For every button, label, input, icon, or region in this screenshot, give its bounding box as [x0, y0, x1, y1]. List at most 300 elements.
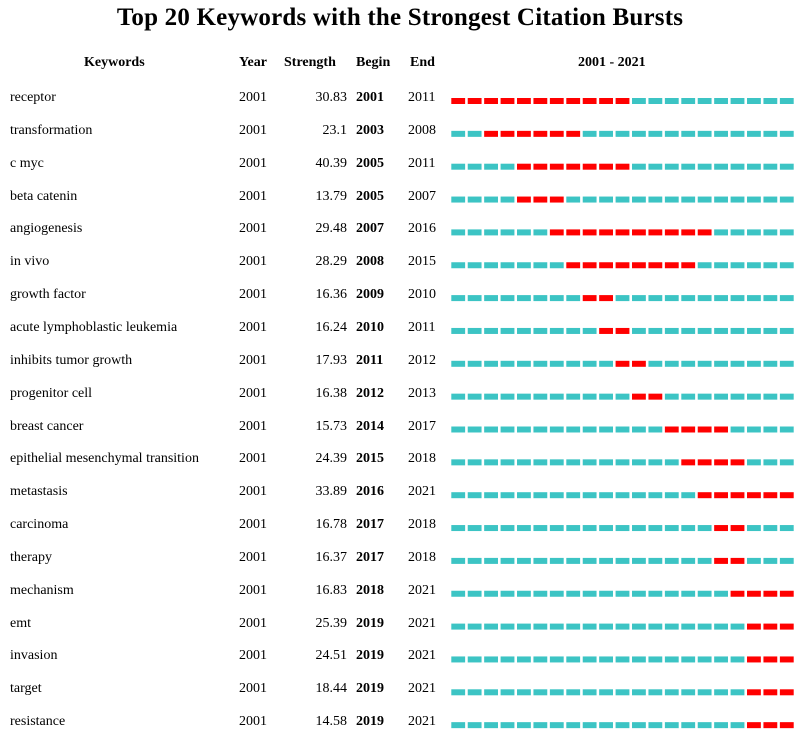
baseline-segment: [566, 295, 580, 301]
burst-segment: [714, 558, 728, 564]
baseline-segment: [632, 131, 646, 137]
burst-segment: [698, 492, 712, 498]
year-value: 2001: [239, 714, 267, 730]
burst-segment: [533, 197, 547, 203]
baseline-segment: [780, 427, 794, 433]
baseline-segment: [714, 361, 728, 367]
keyword-label: growth factor: [10, 287, 86, 303]
year-value: 2001: [239, 319, 267, 335]
baseline-segment: [533, 295, 547, 301]
baseline-segment: [550, 394, 564, 400]
baseline-segment: [648, 656, 662, 662]
baseline-segment: [501, 361, 515, 367]
baseline-segment: [698, 164, 712, 170]
end-year: 2021: [408, 484, 436, 500]
baseline-segment: [583, 722, 597, 728]
burst-segment: [599, 164, 613, 170]
baseline-segment: [780, 394, 794, 400]
strength-value: 30.83: [315, 90, 347, 105]
baseline-segment: [698, 656, 712, 662]
baseline-segment: [648, 361, 662, 367]
baseline-segment: [747, 131, 761, 137]
baseline-segment: [780, 197, 794, 203]
baseline-segment: [714, 689, 728, 695]
baseline-segment: [714, 328, 728, 334]
baseline-segment: [731, 262, 745, 268]
year-value: 2001: [239, 352, 267, 368]
baseline-segment: [517, 624, 531, 630]
baseline-segment: [451, 722, 465, 728]
baseline-segment: [780, 131, 794, 137]
baseline-segment: [468, 131, 482, 137]
baseline-segment: [665, 459, 679, 465]
baseline-segment: [566, 361, 580, 367]
baseline-segment: [632, 558, 646, 564]
strength-value: 23.1: [322, 122, 347, 138]
baseline-segment: [484, 427, 498, 433]
baseline-segment: [484, 492, 498, 498]
baseline-segment: [599, 558, 613, 564]
baseline-segment: [566, 624, 580, 630]
baseline-segment: [665, 394, 679, 400]
baseline-segment: [550, 656, 564, 662]
baseline-segment: [616, 656, 630, 662]
strength-value: 24.51: [315, 648, 347, 664]
burst-segment: [763, 492, 777, 498]
end-year: 2017: [408, 418, 436, 434]
baseline-segment: [731, 131, 745, 137]
baseline-segment: [484, 394, 498, 400]
baseline-segment: [648, 98, 662, 104]
year-value: 2001: [239, 484, 267, 500]
baseline-segment: [681, 394, 695, 400]
burst-segment: [566, 164, 580, 170]
baseline-segment: [780, 459, 794, 465]
baseline-segment: [763, 98, 777, 104]
baseline-segment: [714, 164, 728, 170]
end-year: 2021: [408, 582, 436, 598]
baseline-segment: [681, 131, 695, 137]
baseline-segment: [616, 459, 630, 465]
baseline-segment: [648, 525, 662, 531]
baseline-segment: [731, 164, 745, 170]
baseline-segment: [681, 492, 695, 498]
begin-year: 2012: [356, 385, 384, 401]
baseline-segment: [632, 328, 646, 334]
burst-segment: [533, 98, 547, 104]
end-year: 2021: [408, 681, 436, 697]
baseline-segment: [763, 558, 777, 564]
baseline-segment: [747, 295, 761, 301]
baseline-segment: [484, 361, 498, 367]
baseline-segment: [468, 624, 482, 630]
baseline-segment: [501, 164, 515, 170]
baseline-segment: [731, 689, 745, 695]
burst-segment: [731, 558, 745, 564]
burst-segment: [484, 98, 498, 104]
baseline-segment: [468, 394, 482, 400]
baseline-segment: [484, 558, 498, 564]
year-value: 2001: [239, 582, 267, 598]
burst-segment: [632, 361, 646, 367]
baseline-segment: [468, 295, 482, 301]
baseline-segment: [501, 525, 515, 531]
baseline-segment: [533, 262, 547, 268]
baseline-segment: [763, 164, 777, 170]
baseline-segment: [533, 689, 547, 695]
baseline-segment: [747, 427, 761, 433]
burst-segment: [550, 197, 564, 203]
end-year: 2011: [408, 90, 436, 105]
baseline-segment: [451, 525, 465, 531]
baseline-segment: [468, 361, 482, 367]
year-value: 2001: [239, 681, 267, 697]
burst-segment: [698, 427, 712, 433]
end-year: 2021: [408, 714, 436, 730]
burst-segment: [583, 295, 597, 301]
baseline-segment: [599, 197, 613, 203]
baseline-segment: [484, 197, 498, 203]
baseline-segment: [566, 459, 580, 465]
baseline-segment: [665, 722, 679, 728]
burst-segment: [681, 459, 695, 465]
baseline-segment: [550, 459, 564, 465]
begin-year: 2011: [356, 352, 384, 368]
baseline-segment: [566, 689, 580, 695]
baseline-segment: [517, 492, 531, 498]
baseline-segment: [484, 591, 498, 597]
baseline-segment: [550, 525, 564, 531]
baseline-segment: [616, 722, 630, 728]
begin-year: 2005: [356, 155, 384, 171]
baseline-segment: [501, 197, 515, 203]
baseline-segment: [780, 558, 794, 564]
baseline-segment: [763, 459, 777, 465]
baseline-segment: [484, 164, 498, 170]
baseline-segment: [533, 492, 547, 498]
baseline-segment: [566, 591, 580, 597]
baseline-segment: [665, 295, 679, 301]
year-value: 2001: [239, 648, 267, 664]
burst-segment: [780, 656, 794, 662]
baseline-segment: [747, 394, 761, 400]
baseline-segment: [599, 525, 613, 531]
burst-segment: [780, 591, 794, 597]
baseline-segment: [780, 229, 794, 235]
baseline-segment: [517, 394, 531, 400]
baseline-segment: [681, 722, 695, 728]
baseline-segment: [665, 164, 679, 170]
keyword-label: c myc: [10, 155, 44, 171]
burst-segment: [763, 689, 777, 695]
baseline-segment: [681, 689, 695, 695]
strength-value: 16.38: [315, 385, 347, 401]
end-year: 2008: [408, 122, 436, 138]
baseline-segment: [698, 624, 712, 630]
baseline-segment: [501, 229, 515, 235]
burst-segment: [714, 427, 728, 433]
burst-segment: [566, 98, 580, 104]
baseline-segment: [550, 262, 564, 268]
year-value: 2001: [239, 155, 267, 171]
baseline-segment: [484, 459, 498, 465]
burst-segment: [599, 328, 613, 334]
begin-year: 2015: [356, 451, 384, 467]
burst-segment: [731, 459, 745, 465]
baseline-segment: [468, 656, 482, 662]
baseline-segment: [632, 656, 646, 662]
baseline-segment: [451, 262, 465, 268]
year-value: 2001: [239, 418, 267, 434]
baseline-segment: [648, 492, 662, 498]
baseline-segment: [632, 427, 646, 433]
baseline-segment: [763, 361, 777, 367]
year-value: 2001: [239, 90, 267, 105]
strength-value: 18.44: [315, 681, 347, 697]
burst-segment: [517, 164, 531, 170]
baseline-segment: [714, 229, 728, 235]
baseline-segment: [583, 131, 597, 137]
baseline-segment: [583, 656, 597, 662]
baseline-segment: [501, 459, 515, 465]
burst-segment: [632, 229, 646, 235]
header-year-range: 2001 - 2021: [578, 55, 646, 70]
baseline-segment: [681, 361, 695, 367]
baseline-segment: [648, 722, 662, 728]
baseline-segment: [533, 459, 547, 465]
baseline-segment: [616, 492, 630, 498]
keyword-label: angiogenesis: [10, 221, 83, 237]
end-year: 2007: [408, 188, 436, 204]
keyword-label: in vivo: [10, 254, 50, 270]
baseline-segment: [632, 689, 646, 695]
end-year: 2016: [408, 221, 436, 237]
baseline-segment: [517, 427, 531, 433]
baseline-segment: [451, 361, 465, 367]
burst-segment: [566, 262, 580, 268]
begin-year: 2014: [356, 418, 384, 434]
baseline-segment: [468, 197, 482, 203]
burst-segment: [616, 262, 630, 268]
begin-year: 2005: [356, 188, 384, 204]
end-year: 2021: [408, 648, 436, 664]
baseline-segment: [665, 558, 679, 564]
header-strength: Strength: [284, 55, 336, 70]
baseline-segment: [468, 525, 482, 531]
baseline-segment: [533, 525, 547, 531]
baseline-segment: [632, 98, 646, 104]
baseline-segment: [533, 427, 547, 433]
baseline-segment: [451, 394, 465, 400]
keyword-label: beta catenin: [10, 188, 78, 204]
baseline-segment: [501, 262, 515, 268]
begin-year: 2010: [356, 319, 384, 335]
burst-segment: [763, 591, 777, 597]
burst-segment: [665, 229, 679, 235]
baseline-segment: [698, 98, 712, 104]
baseline-segment: [517, 295, 531, 301]
year-value: 2001: [239, 221, 267, 237]
keyword-label: acute lymphoblastic leukemia: [10, 319, 178, 335]
begin-year: 2008: [356, 254, 384, 270]
keyword-label: resistance: [10, 714, 66, 730]
strength-value: 15.73: [315, 418, 347, 434]
burst-segment: [648, 394, 662, 400]
baseline-segment: [501, 558, 515, 564]
baseline-segment: [451, 558, 465, 564]
baseline-segment: [616, 427, 630, 433]
end-year: 2013: [408, 385, 436, 401]
baseline-segment: [616, 558, 630, 564]
baseline-segment: [632, 295, 646, 301]
strength-value: 17.93: [315, 352, 347, 368]
burst-segment: [616, 98, 630, 104]
baseline-segment: [681, 656, 695, 662]
burst-segment: [517, 98, 531, 104]
baseline-segment: [468, 262, 482, 268]
burst-segment: [648, 229, 662, 235]
baseline-segment: [501, 328, 515, 334]
keyword-label: mechanism: [10, 582, 74, 598]
baseline-segment: [517, 459, 531, 465]
strength-value: 16.37: [315, 549, 347, 565]
baseline-segment: [550, 295, 564, 301]
keyword-label: carcinoma: [10, 517, 69, 533]
burst-segment: [747, 722, 761, 728]
baseline-segment: [550, 722, 564, 728]
baseline-segment: [616, 591, 630, 597]
strength-value: 16.36: [315, 287, 347, 303]
burst-segment: [747, 591, 761, 597]
baseline-segment: [583, 394, 597, 400]
baseline-segment: [517, 229, 531, 235]
baseline-segment: [566, 197, 580, 203]
baseline-segment: [451, 624, 465, 630]
baseline-segment: [747, 229, 761, 235]
header-keywords: Keywords: [84, 55, 145, 70]
baseline-segment: [665, 328, 679, 334]
year-value: 2001: [239, 549, 267, 565]
burst-segment: [583, 229, 597, 235]
baseline-segment: [501, 591, 515, 597]
baseline-segment: [599, 689, 613, 695]
year-value: 2001: [239, 188, 267, 204]
baseline-segment: [517, 328, 531, 334]
baseline-segment: [665, 361, 679, 367]
baseline-segment: [747, 262, 761, 268]
burst-segment: [747, 656, 761, 662]
baseline-segment: [616, 131, 630, 137]
year-value: 2001: [239, 517, 267, 533]
baseline-segment: [632, 591, 646, 597]
burst-segment: [665, 427, 679, 433]
header-year: Year: [239, 55, 267, 70]
baseline-segment: [780, 328, 794, 334]
baseline-segment: [484, 689, 498, 695]
baseline-segment: [747, 197, 761, 203]
baseline-segment: [714, 262, 728, 268]
burst-segment: [616, 361, 630, 367]
baseline-segment: [533, 558, 547, 564]
baseline-segment: [763, 262, 777, 268]
baseline-segment: [451, 656, 465, 662]
burst-segment: [763, 722, 777, 728]
baseline-segment: [665, 689, 679, 695]
baseline-segment: [484, 262, 498, 268]
keyword-label: metastasis: [10, 484, 68, 500]
baseline-segment: [698, 394, 712, 400]
baseline-segment: [451, 459, 465, 465]
year-value: 2001: [239, 254, 267, 270]
baseline-segment: [632, 624, 646, 630]
baseline-segment: [648, 459, 662, 465]
strength-value: 16.24: [315, 319, 347, 335]
burst-segment: [731, 525, 745, 531]
baseline-segment: [501, 689, 515, 695]
begin-year: 2019: [356, 681, 384, 697]
baseline-segment: [731, 722, 745, 728]
strength-value: 33.89: [315, 484, 347, 500]
baseline-segment: [747, 525, 761, 531]
strength-value: 16.78: [315, 517, 347, 533]
baseline-segment: [599, 624, 613, 630]
baseline-segment: [533, 328, 547, 334]
baseline-segment: [501, 427, 515, 433]
begin-year: 2019: [356, 648, 384, 664]
baseline-segment: [681, 328, 695, 334]
baseline-segment: [501, 492, 515, 498]
baseline-segment: [550, 427, 564, 433]
baseline-segment: [451, 492, 465, 498]
burst-segment: [780, 689, 794, 695]
burst-segment: [468, 98, 482, 104]
baseline-segment: [698, 295, 712, 301]
baseline-segment: [517, 591, 531, 597]
year-value: 2001: [239, 287, 267, 303]
baseline-segment: [501, 656, 515, 662]
strength-value: 24.39: [315, 451, 347, 467]
baseline-segment: [566, 328, 580, 334]
baseline-segment: [632, 459, 646, 465]
keyword-label: breast cancer: [10, 418, 84, 434]
end-year: 2021: [408, 615, 436, 631]
baseline-segment: [714, 624, 728, 630]
baseline-segment: [616, 525, 630, 531]
burst-segment: [714, 492, 728, 498]
baseline-segment: [468, 689, 482, 695]
burst-segment: [501, 98, 515, 104]
baseline-segment: [484, 722, 498, 728]
baseline-segment: [566, 427, 580, 433]
burst-segment: [451, 98, 465, 104]
begin-year: 2017: [356, 517, 384, 533]
burst-segment: [698, 459, 712, 465]
baseline-segment: [599, 492, 613, 498]
baseline-segment: [780, 361, 794, 367]
baseline-segment: [747, 361, 761, 367]
baseline-segment: [451, 689, 465, 695]
keyword-label: inhibits tumor growth: [10, 352, 133, 368]
burst-segment: [583, 164, 597, 170]
baseline-segment: [714, 591, 728, 597]
strength-value: 40.39: [315, 155, 347, 171]
burst-segment: [550, 131, 564, 137]
baseline-segment: [681, 197, 695, 203]
baseline-segment: [747, 459, 761, 465]
baseline-segment: [583, 492, 597, 498]
keyword-label: receptor: [10, 90, 56, 105]
burst-segment: [484, 131, 498, 137]
